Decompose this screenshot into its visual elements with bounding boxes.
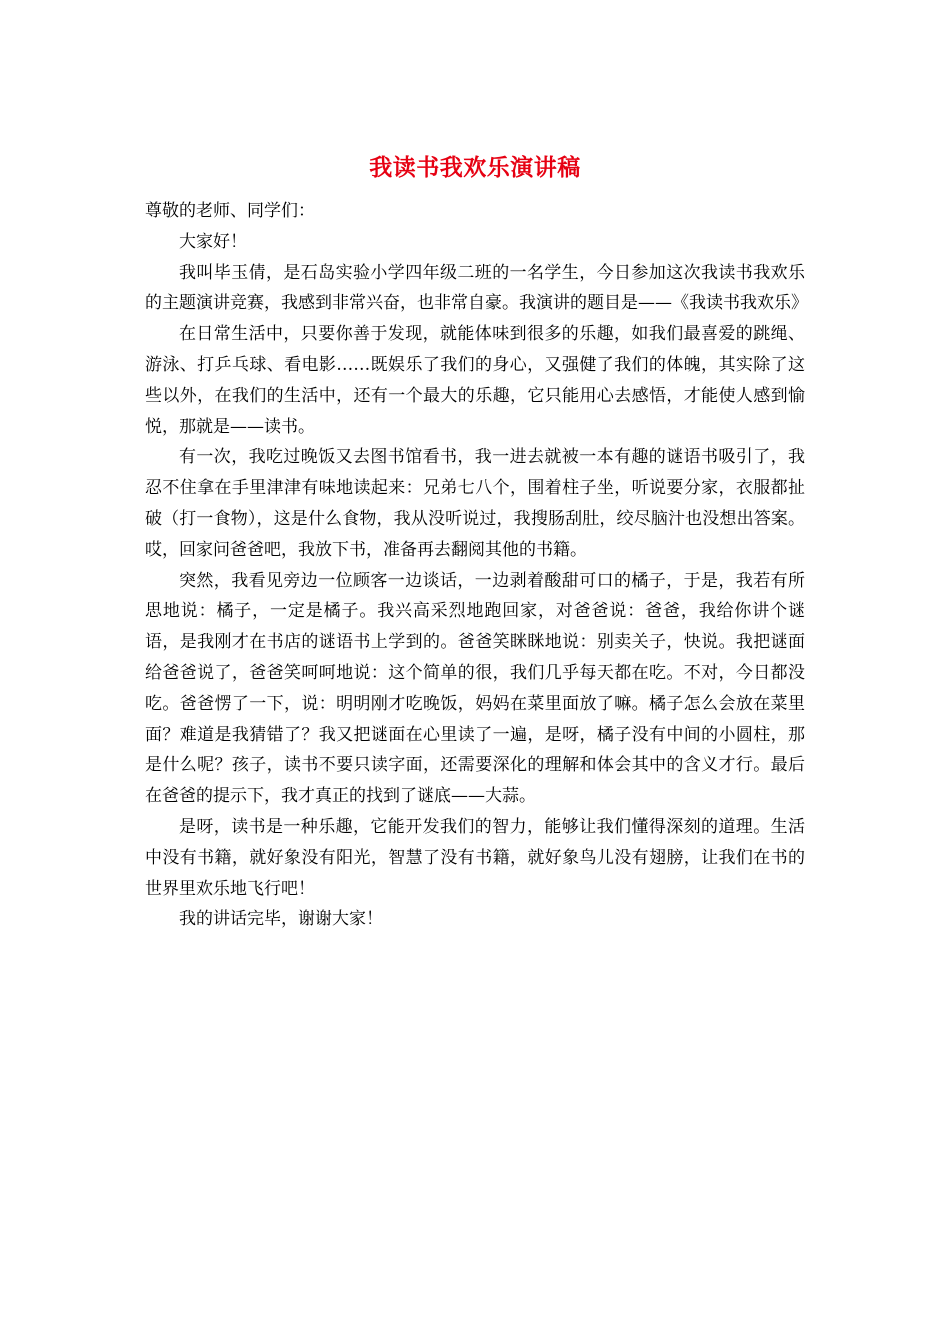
paragraph-greeting: 大家好！: [179, 231, 247, 252]
paragraph-conclusion: 是呀，读书是一种乐趣，它能开发我们的智力，能够让我们懂得深刻的道理。生活中没有书籍，就好象没有阳光，智慧了没有书籍，就好象鸟儿没有翅膀，让我们在书的世界里欢乐地飞行吧！: [145, 816, 805, 899]
document-body: [145, 196, 808, 935]
paragraph-introduction: 我叫毕玉倩，是石岛实验小学四年级二班的一名学生，今日参加这次我读书我欢乐的主题演讲竞赛，我感到非常兴奋，也非常自豪。我演讲的题目是——《我读书我欢乐》: [145, 262, 808, 314]
paragraph-closing: 我的讲话完毕，谢谢大家！: [179, 909, 383, 930]
paragraph-riddle-story: 突然，我看见旁边一位顾客一边谈话，一边剥着酸甜可口的橘子，于是，我若有所思地说：橘子，一定是橘子。我兴高采烈地跑回家，对爸爸说：爸爸，我给你讲个谜语，是我刚才在书店的谜语书上学到的。爸爸笑眯眯地说：别卖关子，快说。我把谜面给爸爸说了，爸爸笑呵呵地说：这个简单的很，我们几乎每天都在吃。不对，今日都没吃。爸爸愣了一下，说：明明刚才吃晚饭，妈妈在菜里面放了嘛。橘子怎么会放在菜里面？难道是我猜错了？我又把谜面在心里读了一遍，是呀，橘子没有中间的小圆柱，那是什么呢？孩子，读书不要只读字面，还需要深化的理解和体会其中的含义才行。最后在爸爸的提示下，我才真正的找到了谜底——大蒜。: [145, 570, 805, 807]
paragraph-daily-life: 在日常生活中，只要你善于发现，就能体味到很多的乐趣，如我们最喜爱的跳绳、游泳、打乒乓球、看电影……既娱乐了我们的身心，又强健了我们的体魄，其实除了这些以外，在我们的生活中，还有一个最大的乐趣，它只能用心去感悟，才能使人感到愉悦，那就是——读书。: [145, 324, 805, 437]
salutation: 尊敬的老师、同学们：: [145, 201, 315, 221]
document-title: 我读书我欢乐演讲稿: [369, 154, 581, 181]
paragraph-library-story: 有一次，我吃过晚饭又去图书馆看书，我一进去就被一本有趣的谜语书吸引了，我忍不住拿在手里津津有味地读起来：兄弟七八个，围着柱子坐，听说要分家，衣服都扯破（打一食物），这是什么食物，我从没听说过，我搜肠刮肚，绞尽脑汁也没想出答案。哎，回家问爸爸吧，我放下书，准备再去翻阅其他的书籍。: [145, 447, 805, 560]
